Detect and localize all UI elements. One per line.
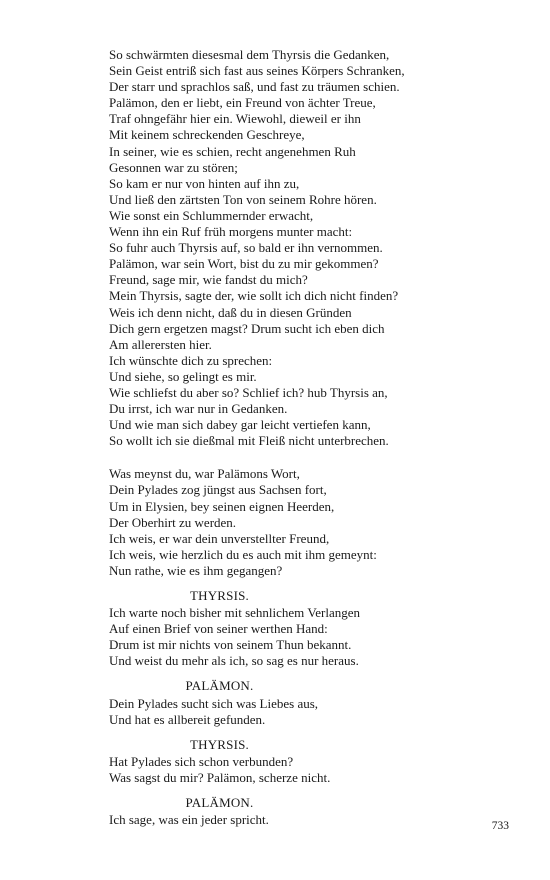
verse-line: Dich gern ergetzen magst? Drum sucht ich eben dich (109, 320, 385, 336)
verse-line: So kam er nur von hinten auf ihn zu, (109, 175, 300, 191)
verse-line: Mein Thyrsis, sagte der, wie sollt ich dich nicht finden? (109, 288, 399, 304)
verse-line: Und weist du mehr als ich, so sag es nur heraus. (109, 653, 359, 669)
verse-text (109, 47, 509, 828)
verse-line: Um in Elysien, bey seinen eignen Heerden, (109, 498, 335, 514)
verse-line: Und hat es allbereit gefunden. (109, 711, 266, 727)
speaker-name: THYRSIS. (189, 588, 250, 603)
speaker-name: THYRSIS. (189, 736, 250, 752)
verse-line: Palämon, den er liebt, ein Freund von ächter Treue, (109, 95, 376, 111)
verse-line: Und ließ den zärtsten Ton von seinem Rohre hören. (109, 191, 377, 207)
verse-line: Der Oberhirt zu werden. (109, 514, 237, 530)
verse-line: Freund, sage mir, wie fandst du mich? (109, 272, 308, 288)
verse-line: Ich weis, wie herzlich du es auch mit ihm gemeynt: (109, 546, 377, 562)
verse-line: Am allerersten hier. (109, 336, 212, 352)
verse-line: Der starr und sprachlos saß, und fast zu träumen schien. (109, 79, 400, 95)
verse-line: Mit keinem schreckenden Geschreye, (109, 127, 305, 143)
verse-line: Gesonnen war zu stören; (109, 159, 238, 175)
verse-line: Sein Geist entriß sich fast aus seines Körpers Schranken, (109, 63, 405, 79)
verse-line: Dein Pylades zog jüngst aus Sachsen fort, (109, 482, 327, 498)
verse-line: Dein Pylades sucht sich was Liebes aus, (109, 695, 319, 711)
verse-line: Ich sage, was ein jeder spricht. (109, 812, 269, 828)
verse-line: Ich wünschte dich zu sprechen: (109, 352, 273, 368)
page-number: 733 (491, 820, 509, 832)
speaker-name: PALÄMON. (185, 678, 254, 694)
verse-line: Du irrst, ich war nur in Gedanken. (109, 401, 288, 417)
verse-line: Wenn ihn ein Ruf früh morgens munter macht: (109, 224, 353, 240)
verse-line: Wie schliefst du aber so? Schlief ich? hub Thyrsis an, (109, 384, 388, 400)
verse-line: Drum ist mir nichts von seinem Thun bekannt. (109, 637, 352, 653)
verse-line: Wie sonst ein Schlummernder erwacht, (109, 207, 314, 223)
verse-line: Ich warte noch bisher mit sehnlichem Verlangen (109, 605, 361, 621)
verse-line: Palämon, war sein Wort, bist du zu mir gekommen? (109, 256, 379, 272)
verse-line: Und siehe, so gelingt es mir. (109, 368, 257, 384)
verse-line: Traf ohngefähr hier ein. Wiewohl, dieweil er ihn (109, 111, 361, 127)
verse-line: Weis ich denn nicht, daß du in diesen Gründen (109, 304, 352, 320)
verse-line: So fuhr auch Thyrsis auf, so bald er ihn vernommen. (109, 240, 383, 256)
stanza-break (109, 449, 509, 466)
verse-line: In seiner, wie es schien, recht angenehmen Ruh (109, 143, 356, 159)
speaker-spacing (109, 728, 509, 737)
verse-line: So wollt ich sie dießmal mit Fleiß nicht unterbrechen. (109, 433, 389, 449)
verse-line: Und wie man sich dabey gar leicht vertiefen kann, (109, 417, 371, 433)
verse-line: Nun rathe, wie es ihm gegangen? (109, 562, 283, 578)
speaker-spacing (109, 579, 509, 588)
verse-line: Auf einen Brief von seiner werthen Hand: (109, 621, 328, 637)
verse-line: Hat Pylades sich schon verbunden? (109, 753, 294, 769)
verse-line: Ich weis, er war dein unverstellter Freund, (109, 530, 330, 546)
verse-line: So schwärmten diesesmal dem Thyrsis die Gedanken, (109, 47, 390, 62)
speaker-name: PALÄMON. (185, 795, 254, 811)
verse-line: Was sagst du mir? Palämon, scherze nicht. (109, 769, 331, 785)
speaker-spacing (109, 786, 509, 795)
verse-line: Was meynst du, war Palämons Wort, (109, 466, 300, 482)
speaker-spacing (109, 669, 509, 678)
